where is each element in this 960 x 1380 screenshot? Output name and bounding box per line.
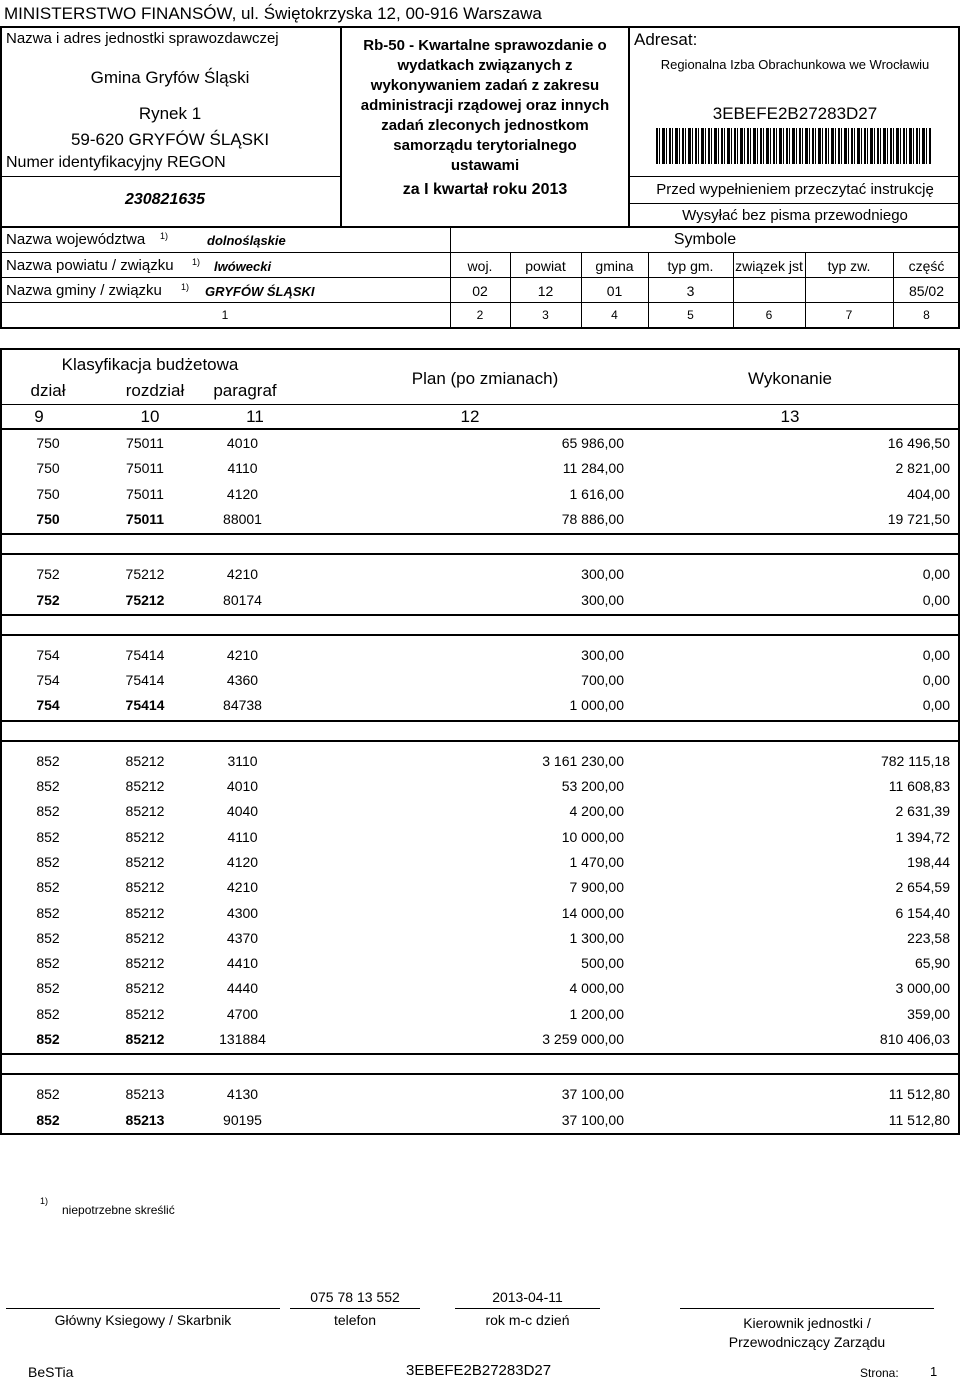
symbol-value: 02 (472, 283, 488, 299)
plan-cell: 300,00 (581, 646, 624, 663)
symbol-header: gmina (595, 258, 634, 274)
plan-header: Plan (po zmianach) (411, 369, 559, 388)
paragraf-cell: 4210 (226, 646, 259, 663)
rozdzial-cell: 85212 (125, 803, 165, 820)
dzial-cell: 852 (36, 879, 60, 896)
rozdzial-cell: 85212 (125, 904, 165, 921)
table-row (0, 561, 960, 587)
rozdzial-cell: 85213 (125, 1086, 165, 1103)
table-row (0, 950, 960, 976)
table-row (0, 849, 960, 875)
plan-cell: 7 900,00 (569, 879, 624, 896)
table-row (0, 773, 960, 799)
address-label: Adresat: (634, 30, 698, 49)
symbol-value: 12 (537, 283, 554, 299)
dzial-cell: 750 (36, 460, 60, 477)
column-number: 7 (845, 308, 853, 322)
column-number: 13 (780, 407, 800, 426)
wykonanie-cell: 782 115,18 (880, 752, 950, 769)
paragraf-header: paragraf (213, 381, 277, 400)
report-title-line: Rb-50 - Kwartalne sprawozdanie o (363, 37, 607, 54)
dzial-cell: 852 (36, 778, 60, 794)
paragraf-cell: 3110 (227, 752, 258, 769)
footnote-marker: 1) (40, 1196, 49, 1206)
table-row (0, 925, 960, 951)
wykonanie-cell: 2 821,00 (895, 460, 950, 477)
paragraf-cell: 4120 (226, 485, 259, 502)
column-number: 3 (542, 308, 549, 322)
dzial-cell: 852 (36, 1031, 60, 1047)
wykonanie-cell: 810 406,03 (879, 1031, 950, 1047)
plan-cell: 78 886,00 (561, 510, 624, 527)
wykonanie-cell: 0,00 (922, 672, 950, 689)
dzial-cell: 750 (36, 435, 60, 451)
rozdzial-cell: 85212 (125, 1031, 165, 1047)
date-value: 2013-04-11 (492, 1289, 563, 1305)
table-row (0, 642, 960, 668)
symbol-header: związek jst (735, 258, 803, 274)
plan-cell: 4 000,00 (569, 980, 624, 997)
plan-cell: 1 200,00 (569, 1005, 624, 1022)
paragraf-cell: 4010 (226, 435, 259, 451)
report-title-line: wydatkach związanych z (397, 57, 573, 74)
plan-cell: 53 200,00 (561, 778, 624, 794)
wykonanie-cell: 16 496,50 (887, 435, 950, 451)
dzial-cell: 852 (36, 955, 60, 972)
dzial-cell: 852 (36, 1086, 60, 1103)
dzial-cell: 852 (36, 853, 60, 870)
paragraf-cell: 4040 (226, 803, 259, 820)
table-row (0, 455, 960, 481)
plan-cell: 3 161 230,00 (542, 752, 624, 769)
report-title-line: administracji rządowej oraz innych (360, 97, 610, 114)
wykonanie-cell: 0,00 (922, 697, 950, 714)
symbol-value: 01 (606, 283, 623, 299)
table-row (0, 975, 960, 1001)
table-row (0, 798, 960, 824)
regon-value: 230821635 (124, 191, 206, 208)
column-number: 9 (34, 407, 44, 426)
column-number: 10 (140, 407, 160, 426)
wykonanie-cell: 3 000,00 (895, 980, 950, 997)
paragraf-cell: 4210 (226, 879, 259, 896)
plan-cell: 37 100,00 (561, 1111, 624, 1128)
rozdzial-cell: 75414 (125, 672, 165, 689)
table-sum-row (0, 506, 960, 532)
dzial-cell: 750 (36, 485, 60, 502)
paragraf-cell: 4360 (226, 672, 259, 689)
rozdzial-cell: 85213 (125, 1111, 165, 1128)
unit-city: 59-620 GRYFÓW ŚLĄSKI (70, 130, 270, 149)
column-number: 5 (687, 308, 694, 322)
plan-cell: 500,00 (581, 955, 624, 972)
wykonanie-cell: 0,00 (922, 566, 950, 583)
phone-value: 075 78 13 552 (310, 1289, 400, 1305)
rozdzial-cell: 85212 (125, 879, 165, 896)
regon-label: Numer identyfikacyjny REGON (6, 154, 226, 171)
dzial-cell: 754 (36, 646, 60, 663)
wykonanie-cell: 404,00 (907, 485, 950, 502)
paragraf-cell: 4110 (227, 460, 258, 477)
footnote-marker: 1) (181, 282, 190, 292)
paragraf-cell: 4410 (226, 955, 259, 972)
group-separator (2, 533, 958, 555)
rozdzial-cell: 75212 (125, 566, 165, 583)
table-sum-row (0, 1026, 960, 1052)
wykonanie-cell: 11 512,80 (888, 1086, 950, 1103)
plan-cell: 11 284,00 (562, 460, 624, 477)
column-number: 2 (476, 308, 484, 322)
plan-cell: 1 000,00 (569, 697, 624, 714)
wykonanie-cell: 11 512,80 (888, 1111, 950, 1128)
symbol-value: 3 (686, 283, 695, 299)
symbol-header: woj. (467, 258, 493, 274)
footnote-marker: 1) (192, 257, 201, 267)
footer-code: 3EBEFE2B27283D27 (406, 1362, 552, 1379)
column-number: 4 (611, 308, 618, 322)
rozdzial-cell: 75011 (126, 460, 164, 477)
dzial-cell: 752 (36, 591, 60, 608)
plan-cell: 3 259 000,00 (542, 1031, 624, 1047)
county-value: lwówecki (214, 259, 272, 274)
date-label: rok m-c dzień (485, 1312, 570, 1328)
head-label-line2: Przewodniczący Zarządu (728, 1334, 886, 1350)
recipient-name: Regionalna Izba Obrachunkowa we Wrocławiu (660, 57, 930, 72)
group-separator (2, 614, 958, 636)
table-sum-row (0, 1107, 960, 1133)
paragraf-cell: 4120 (226, 853, 259, 870)
dzial-cell: 754 (36, 672, 60, 689)
wykonanie-cell: 19 721,50 (887, 510, 950, 527)
rozdzial-cell: 85212 (125, 853, 165, 870)
wykonanie-cell: 2 654,59 (895, 879, 950, 896)
rozdzial-cell: 85212 (125, 980, 165, 997)
plan-cell: 37 100,00 (561, 1086, 624, 1103)
phone-label: telefon (333, 1312, 377, 1328)
rozdzial-cell: 75011 (126, 485, 164, 502)
plan-cell: 300,00 (581, 591, 624, 608)
wykonanie-header: Wykonanie (748, 369, 832, 388)
rozdzial-cell: 85212 (125, 1005, 165, 1022)
classification-header: Klasyfikacja budżetowa (61, 355, 239, 374)
dzial-cell: 752 (36, 566, 60, 583)
rozdzial-cell: 75011 (125, 510, 165, 527)
paragraf-cell: 4700 (226, 1005, 259, 1022)
paragraf-cell: 4440 (226, 980, 259, 997)
no-cover-letter-note: Wysyłać bez pisma przewodniego (682, 207, 908, 224)
group-separator (2, 720, 958, 742)
rozdzial-cell: 75414 (125, 646, 165, 663)
paragraf-cell: 84738 (223, 697, 262, 714)
wykonanie-cell: 198,44 (907, 853, 950, 870)
wykonanie-cell: 65,90 (914, 955, 950, 972)
county-label: Nazwa powiatu / związku (6, 257, 174, 274)
plan-cell: 10 000,00 (561, 828, 624, 845)
wykonanie-cell: 11 608,83 (888, 778, 950, 794)
rozdzial-cell: 75414 (125, 697, 165, 714)
footnote-marker: 1) (160, 231, 169, 241)
table-row (0, 1081, 960, 1107)
rozdzial-cell: 85212 (125, 955, 165, 972)
table-row (0, 900, 960, 926)
symbol-header: powiat (525, 258, 566, 274)
plan-cell: 700,00 (581, 672, 624, 689)
paragraf-cell: 90195 (223, 1111, 262, 1128)
plan-cell: 1 616,00 (569, 485, 624, 502)
table-row (0, 481, 960, 507)
head-label-line1: Kierownik jednostki / (743, 1315, 871, 1331)
wykonanie-cell: 6 154,40 (895, 904, 950, 921)
column-number: 8 (923, 308, 930, 322)
table-row (0, 667, 960, 693)
paragraf-cell: 88001 (223, 510, 262, 527)
dzial-cell: 852 (36, 929, 60, 946)
unit-label: Nazwa i adres jednostki sprawozdawczej (6, 30, 279, 47)
voivodeship-label: Nazwa województwa (6, 231, 146, 248)
column-number: 12 (460, 407, 480, 426)
dzial-cell: 852 (36, 904, 60, 921)
dzial-cell: 852 (36, 803, 60, 820)
dzial-cell: 852 (36, 980, 60, 997)
accountant-label: Główny Ksiegowy / Skarbnik (54, 1312, 232, 1328)
rozdzial-cell: 75212 (125, 591, 165, 608)
instruction-note: Przed wypełnieniem przeczytać instrukcję (656, 181, 934, 198)
rozdzial-cell: 85212 (125, 929, 165, 946)
rozdzial-header: rozdział (125, 381, 185, 400)
barcode (656, 128, 932, 164)
wykonanie-cell: 359,00 (907, 1005, 950, 1022)
dzial-cell: 852 (36, 828, 60, 845)
symbols-title: Symbole (673, 231, 737, 248)
table-row (0, 874, 960, 900)
report-title-line: wykonywaniem zadań z zakresu (370, 77, 600, 94)
report-period: za I kwartał roku 2013 (402, 181, 568, 198)
wykonanie-cell: 0,00 (922, 591, 950, 608)
report-title-line: samorządu terytorialnego (393, 137, 577, 154)
table-row (0, 748, 960, 774)
page-number: 1 (930, 1364, 938, 1379)
symbol-header: typ gm. (667, 258, 714, 274)
symbol-value: 85/02 (908, 283, 945, 299)
plan-cell: 1 470,00 (569, 853, 624, 870)
report-title (350, 36, 620, 176)
voivodeship-value: dolnośląskie (207, 233, 286, 248)
group-separator (2, 1053, 958, 1075)
table-row (0, 1001, 960, 1027)
dzial-header: dział (30, 381, 66, 400)
rozdzial-cell: 75011 (126, 435, 164, 451)
unit-name: Gmina Gryfów Śląski (90, 68, 250, 87)
plan-cell: 65 986,00 (561, 435, 624, 451)
paragraf-cell: 4210 (226, 566, 259, 583)
report-title-line: ustawami (450, 157, 520, 174)
dzial-cell: 852 (36, 1111, 60, 1128)
report-title-line: zadań zleconych jednostkom (381, 117, 589, 134)
document-code: 3EBEFE2B27283D27 (712, 104, 878, 123)
paragraf-cell: 4130 (226, 1086, 259, 1103)
footnote-text: niepotrzebne skreślić (62, 1203, 175, 1217)
rozdzial-cell: 85212 (125, 752, 165, 769)
dzial-cell: 750 (36, 510, 60, 527)
wykonanie-cell: 1 394,72 (895, 828, 950, 845)
symbol-header: część (908, 258, 945, 274)
table-row (0, 824, 960, 850)
column-number: 1 (221, 308, 229, 322)
paragraf-cell: 4300 (226, 904, 259, 921)
commune-value: GRYFÓW ŚLĄSKI (205, 284, 315, 299)
paragraf-cell: 4010 (226, 778, 259, 794)
dzial-cell: 754 (36, 697, 60, 714)
paragraf-cell: 131884 (219, 1031, 266, 1047)
software-brand: BeSTia (28, 1364, 74, 1380)
paragraf-cell: 4370 (226, 929, 259, 946)
table-sum-row (0, 587, 960, 613)
plan-cell: 300,00 (581, 566, 624, 583)
rozdzial-cell: 85212 (125, 828, 165, 845)
commune-label: Nazwa gminy / związku (6, 282, 162, 299)
paragraf-cell: 80174 (223, 591, 262, 608)
dzial-cell: 852 (36, 1005, 60, 1022)
table-row (0, 430, 960, 456)
page-label: Strona: (860, 1366, 899, 1380)
wykonanie-cell: 223,58 (907, 929, 950, 946)
column-number: 11 (246, 407, 264, 426)
column-number: 6 (765, 308, 773, 322)
symbol-header: typ zw. (827, 258, 871, 274)
rozdzial-cell: 85212 (125, 778, 165, 794)
plan-cell: 1 300,00 (569, 929, 624, 946)
table-sum-row (0, 692, 960, 718)
paragraf-cell: 4110 (227, 828, 258, 845)
dzial-cell: 852 (36, 752, 60, 769)
ministry-banner: MINISTERSTWO FINANSÓW, ul. Świętokrzyska 12, 00-916 Warszawa (4, 4, 542, 23)
plan-cell: 4 200,00 (569, 803, 624, 820)
wykonanie-cell: 0,00 (922, 646, 950, 663)
unit-street: Rynek 1 (138, 104, 202, 123)
plan-cell: 14 000,00 (561, 904, 624, 921)
wykonanie-cell: 2 631,39 (895, 803, 950, 820)
